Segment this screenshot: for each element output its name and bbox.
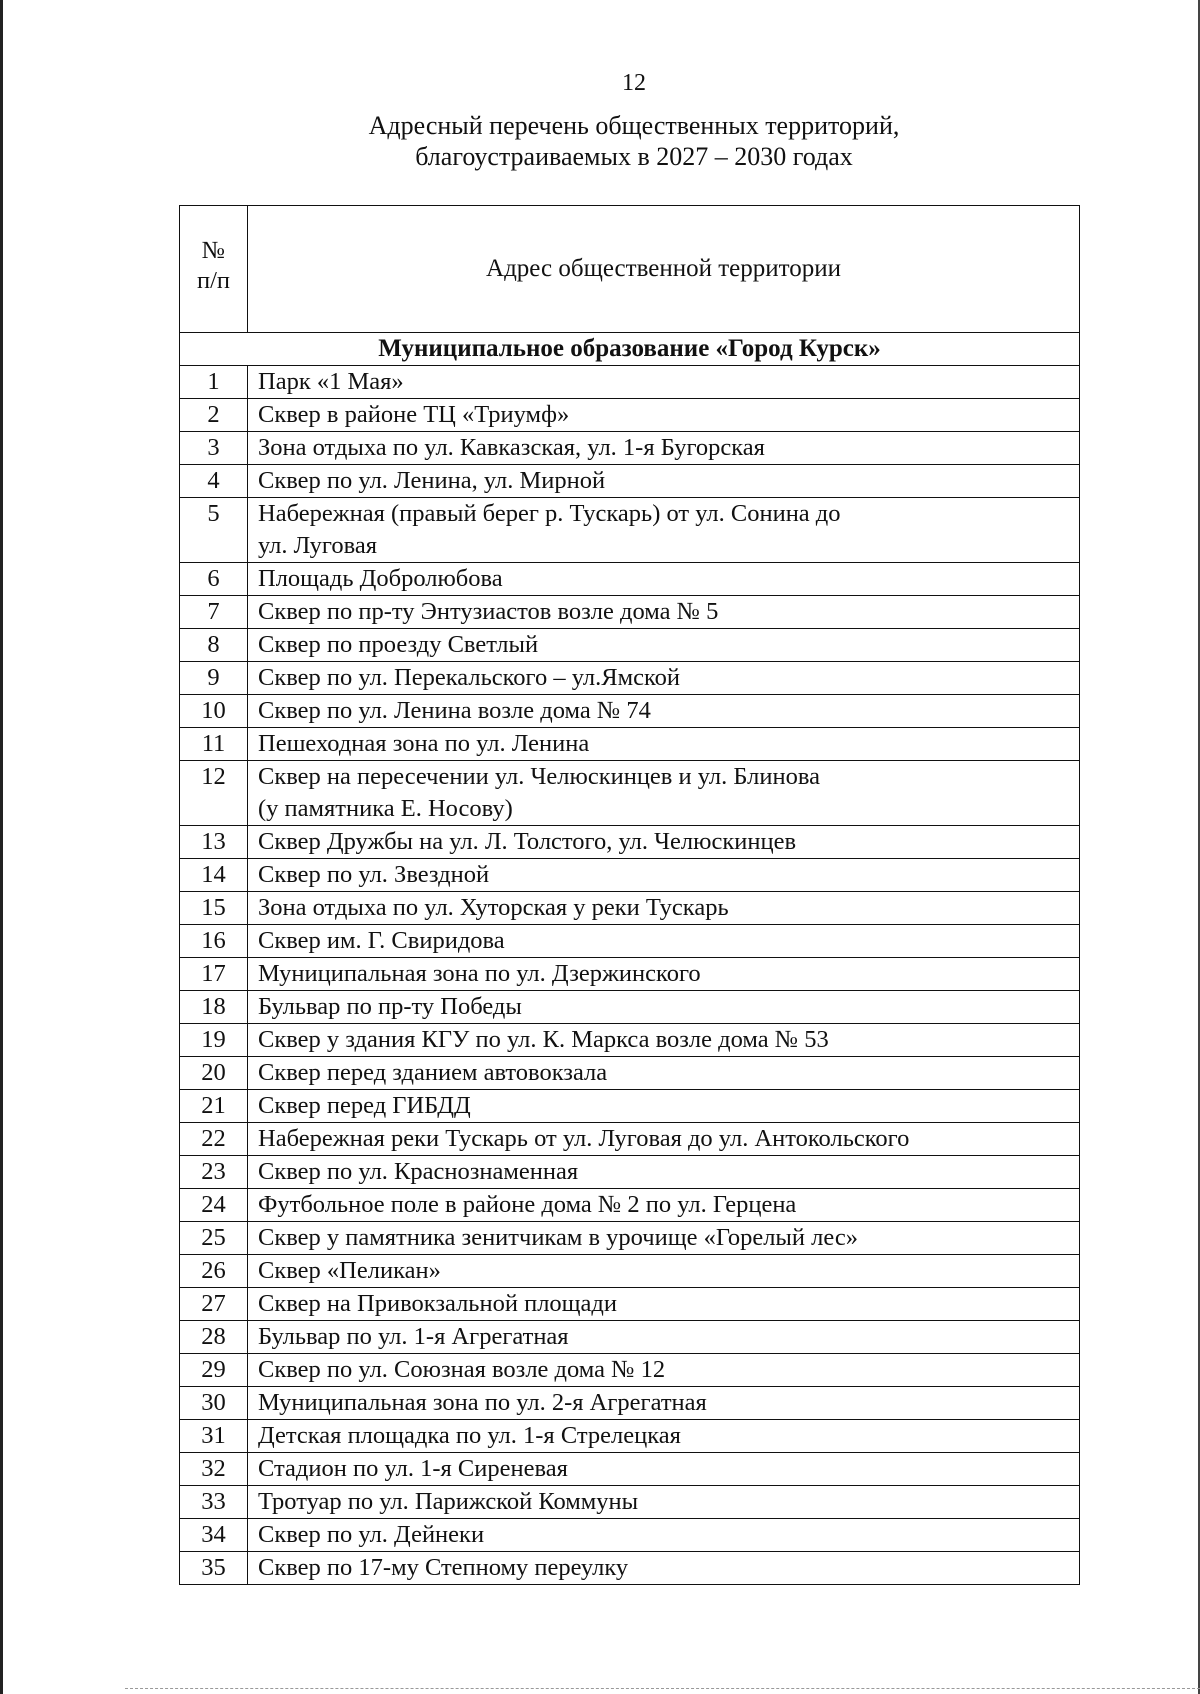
address-line: Сквер по ул. Звездной bbox=[258, 861, 490, 888]
address-line: Детская площадка по ул. 1-я Стрелецкая bbox=[258, 1422, 681, 1449]
address-line: Бульвар по ул. 1-я Агрегатная bbox=[258, 1323, 569, 1350]
section-row bbox=[180, 333, 1080, 366]
row-number: 27 bbox=[180, 1288, 248, 1321]
row-address bbox=[248, 596, 1080, 629]
header-address: Адрес общественной территории bbox=[248, 206, 1080, 333]
address-line: Футбольное поле в районе дома № 2 по ул. Герцена bbox=[258, 1191, 797, 1218]
document-title bbox=[0, 110, 1200, 172]
row-number: 24 bbox=[180, 1189, 248, 1222]
table-row bbox=[180, 1354, 1080, 1387]
row-number: 8 bbox=[180, 629, 248, 662]
table-row bbox=[180, 1123, 1080, 1156]
address-line: Площадь Добролюбова bbox=[258, 565, 503, 592]
table-row bbox=[180, 859, 1080, 892]
scan-edge-left bbox=[0, 0, 3, 1694]
row-address bbox=[248, 1288, 1080, 1321]
row-number: 26 bbox=[180, 1255, 248, 1288]
row-address bbox=[248, 1354, 1080, 1387]
row-address bbox=[248, 958, 1080, 991]
table-row bbox=[180, 563, 1080, 596]
row-address bbox=[248, 695, 1080, 728]
row-address bbox=[248, 1486, 1080, 1519]
address-table bbox=[179, 205, 1080, 1585]
row-number: 6 bbox=[180, 563, 248, 596]
address-line: Парк «1 Мая» bbox=[258, 368, 404, 395]
table-row bbox=[180, 1024, 1080, 1057]
row-number: 31 bbox=[180, 1420, 248, 1453]
table-row bbox=[180, 1552, 1080, 1585]
table-row bbox=[180, 629, 1080, 662]
table-row bbox=[180, 596, 1080, 629]
address-line: Сквер на пересечении ул. Челюскинцев и ул. Блинова bbox=[258, 763, 820, 790]
address-line: Сквер по пр-ту Энтузиастов возле дома № 5 bbox=[258, 598, 719, 625]
row-address bbox=[248, 826, 1080, 859]
row-address bbox=[248, 1156, 1080, 1189]
row-address bbox=[248, 432, 1080, 465]
row-number: 35 bbox=[180, 1552, 248, 1585]
table-body bbox=[180, 333, 1080, 1585]
title-line-1: Адресный перечень общественных территорий, bbox=[368, 111, 900, 140]
row-address bbox=[248, 1387, 1080, 1420]
table-row bbox=[180, 662, 1080, 695]
address-line: Зона отдыха по ул. Кавказская, ул. 1-я Бугорская bbox=[258, 434, 765, 461]
table-row bbox=[180, 1288, 1080, 1321]
address-line: Сквер у памятника зенитчикам в урочище «Горелый лес» bbox=[258, 1224, 858, 1251]
table-row bbox=[180, 991, 1080, 1024]
address-line: Бульвар по пр-ту Победы bbox=[258, 993, 522, 1020]
row-number: 32 bbox=[180, 1453, 248, 1486]
row-address bbox=[248, 925, 1080, 958]
address-line: Сквер перед зданием автовокзала bbox=[258, 1059, 608, 1086]
table-row bbox=[180, 1387, 1080, 1420]
row-address bbox=[248, 1453, 1080, 1486]
table-row bbox=[180, 958, 1080, 991]
table-row bbox=[180, 1519, 1080, 1552]
address-line: Сквер в районе ТЦ «Триумф» bbox=[258, 401, 570, 428]
table-row bbox=[180, 761, 1080, 826]
address-line: Сквер по ул. Ленина, ул. Мирной bbox=[258, 467, 606, 494]
row-address bbox=[248, 1123, 1080, 1156]
address-line: Сквер по ул. Краснознаменная bbox=[258, 1158, 579, 1185]
row-number: 29 bbox=[180, 1354, 248, 1387]
title-line-2: благоустраиваемых в 2027 – 2030 годах bbox=[415, 142, 853, 171]
row-address bbox=[248, 563, 1080, 596]
row-address bbox=[248, 1519, 1080, 1552]
table-row bbox=[180, 1222, 1080, 1255]
header-number bbox=[180, 206, 248, 333]
row-number: 20 bbox=[180, 1057, 248, 1090]
table-row bbox=[180, 1321, 1080, 1354]
row-number: 33 bbox=[180, 1486, 248, 1519]
table-row bbox=[180, 1189, 1080, 1222]
row-address bbox=[248, 1222, 1080, 1255]
address-line: Стадион по ул. 1-я Сиреневая bbox=[258, 1455, 568, 1482]
row-number: 12 bbox=[180, 761, 248, 826]
scan-edge-bottom bbox=[125, 1688, 1200, 1690]
address-line: Сквер по ул. Перекальского – ул.Ямской bbox=[258, 664, 681, 691]
address-line: Сквер по ул. Дейнеки bbox=[258, 1521, 485, 1548]
row-number: 17 bbox=[180, 958, 248, 991]
row-number: 21 bbox=[180, 1090, 248, 1123]
row-address bbox=[248, 892, 1080, 925]
row-address bbox=[248, 465, 1080, 498]
row-address bbox=[248, 1024, 1080, 1057]
row-number: 19 bbox=[180, 1024, 248, 1057]
table-row bbox=[180, 399, 1080, 432]
row-address bbox=[248, 1255, 1080, 1288]
address-line: Набережная реки Тускарь от ул. Луговая до ул. Антокольского bbox=[258, 1125, 910, 1152]
row-address bbox=[248, 399, 1080, 432]
row-address bbox=[248, 662, 1080, 695]
row-address bbox=[248, 1189, 1080, 1222]
table-row bbox=[180, 432, 1080, 465]
table-row bbox=[180, 1420, 1080, 1453]
table-row bbox=[180, 465, 1080, 498]
address-line: Сквер по проезду Светлый bbox=[258, 631, 539, 658]
row-address bbox=[248, 1552, 1080, 1585]
address-line: Сквер им. Г. Свиридова bbox=[258, 927, 505, 954]
table-row bbox=[180, 1090, 1080, 1123]
table-header-row bbox=[180, 206, 1080, 333]
header-number-symbol: № bbox=[201, 237, 226, 264]
address-line: (у памятника Е. Носову) bbox=[258, 795, 513, 822]
address-line: Муниципальная зона по ул. Дзержинского bbox=[258, 960, 701, 987]
row-number: 16 bbox=[180, 925, 248, 958]
address-line: Сквер перед ГИБДД bbox=[258, 1092, 471, 1119]
row-number: 23 bbox=[180, 1156, 248, 1189]
row-number: 30 bbox=[180, 1387, 248, 1420]
row-number: 2 bbox=[180, 399, 248, 432]
address-line: ул. Луговая bbox=[258, 532, 377, 559]
page-number: 12 bbox=[622, 70, 646, 96]
address-line: Сквер на Привокзальной площади bbox=[258, 1290, 617, 1317]
address-line: Набережная (правый берег р. Тускарь) от ул. Сонина до bbox=[258, 500, 841, 527]
row-number: 10 bbox=[180, 695, 248, 728]
section-title: Муниципальное образование «Город Курск» bbox=[180, 333, 1080, 366]
address-line: Пешеходная зона по ул. Ленина bbox=[258, 730, 590, 757]
row-number: 18 bbox=[180, 991, 248, 1024]
table-row bbox=[180, 1453, 1080, 1486]
address-line: Муниципальная зона по ул. 2-я Агрегатная bbox=[258, 1389, 707, 1416]
address-line: Сквер по 17-му Степному переулку bbox=[258, 1554, 629, 1581]
row-address bbox=[248, 859, 1080, 892]
header-number-abbr: п/п bbox=[196, 267, 231, 294]
table-row bbox=[180, 366, 1080, 399]
row-number: 28 bbox=[180, 1321, 248, 1354]
row-number: 5 bbox=[180, 498, 248, 563]
table-row bbox=[180, 695, 1080, 728]
row-number: 13 bbox=[180, 826, 248, 859]
row-address bbox=[248, 1321, 1080, 1354]
table-row bbox=[180, 728, 1080, 761]
row-address bbox=[248, 761, 1080, 826]
row-number: 3 bbox=[180, 432, 248, 465]
row-address bbox=[248, 1090, 1080, 1123]
row-number: 7 bbox=[180, 596, 248, 629]
row-address bbox=[248, 991, 1080, 1024]
row-address bbox=[248, 366, 1080, 399]
table-row bbox=[180, 1156, 1080, 1189]
address-line: Сквер по ул. Ленина возле дома № 74 bbox=[258, 697, 651, 724]
row-number: 34 bbox=[180, 1519, 248, 1552]
row-number: 11 bbox=[180, 728, 248, 761]
row-address bbox=[248, 1420, 1080, 1453]
row-number: 4 bbox=[180, 465, 248, 498]
row-address bbox=[248, 629, 1080, 662]
table-row bbox=[180, 826, 1080, 859]
row-number: 14 bbox=[180, 859, 248, 892]
table-row bbox=[180, 1057, 1080, 1090]
row-number: 15 bbox=[180, 892, 248, 925]
address-line: Сквер по ул. Союзная возле дома № 12 bbox=[258, 1356, 666, 1383]
row-number: 1 bbox=[180, 366, 248, 399]
row-address bbox=[248, 728, 1080, 761]
address-line: Тротуар по ул. Парижской Коммуны bbox=[258, 1488, 639, 1515]
row-number: 25 bbox=[180, 1222, 248, 1255]
row-number: 22 bbox=[180, 1123, 248, 1156]
table-row bbox=[180, 1486, 1080, 1519]
row-address bbox=[248, 498, 1080, 563]
table-row bbox=[180, 1255, 1080, 1288]
address-line: Сквер «Пеликан» bbox=[258, 1257, 441, 1284]
table-row bbox=[180, 925, 1080, 958]
address-line: Сквер Дружбы на ул. Л. Толстого, ул. Челюскинцев bbox=[258, 828, 797, 855]
table-row bbox=[180, 498, 1080, 563]
table-row bbox=[180, 892, 1080, 925]
row-number: 9 bbox=[180, 662, 248, 695]
row-address bbox=[248, 1057, 1080, 1090]
address-line: Сквер у здания КГУ по ул. К. Маркса возле дома № 53 bbox=[258, 1026, 829, 1053]
address-line: Зона отдыха по ул. Хуторская у реки Тускарь bbox=[258, 894, 729, 921]
